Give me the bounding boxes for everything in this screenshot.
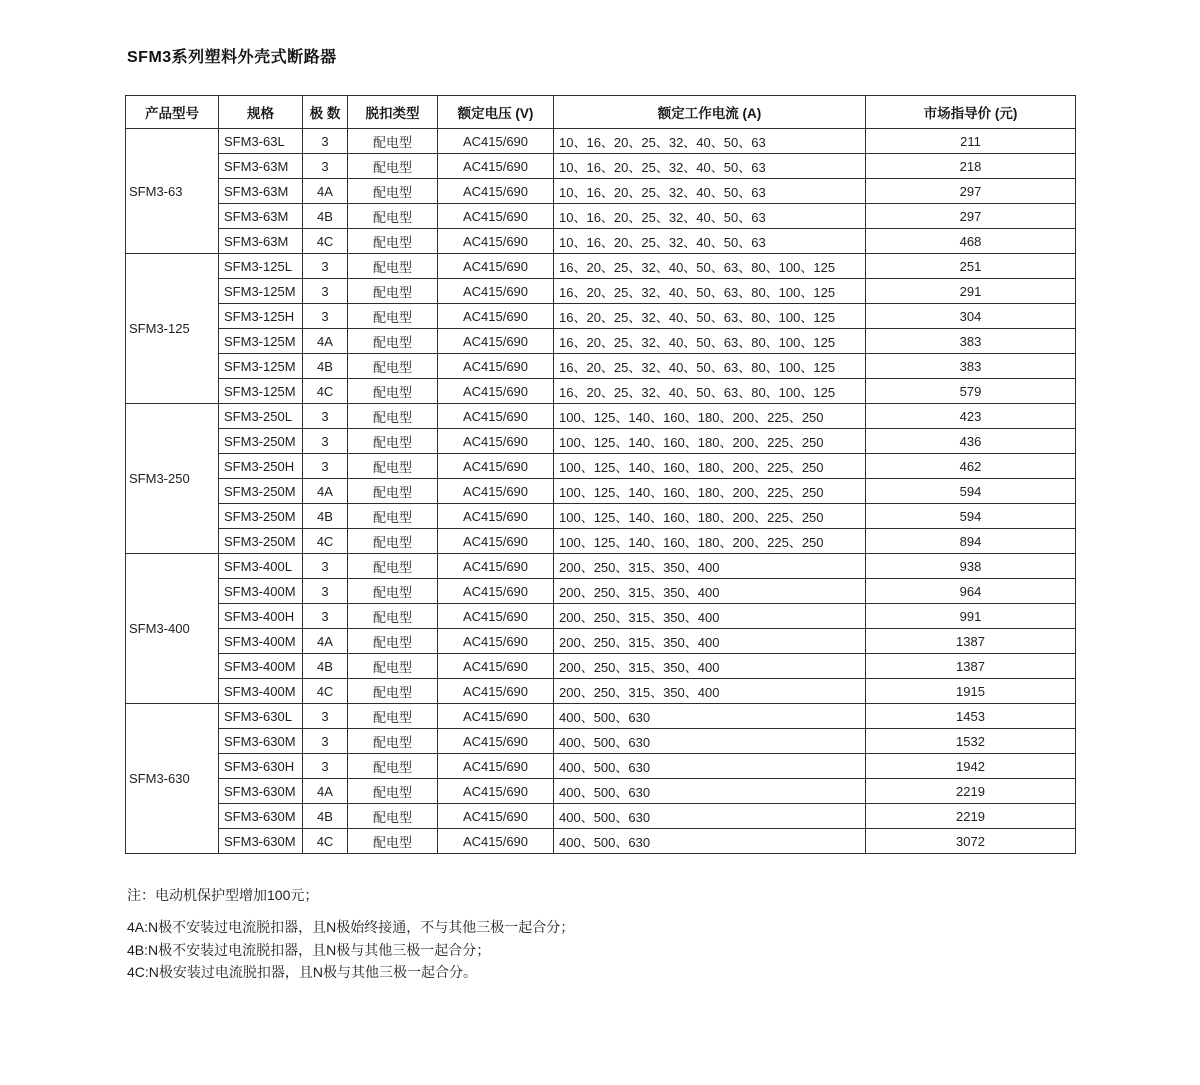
spec-cell: SFM3-250H <box>219 454 303 479</box>
voltage-cell: AC415/690 <box>438 204 554 229</box>
trip-cell: 配电型 <box>348 454 438 479</box>
trip-cell: 配电型 <box>348 704 438 729</box>
current-cell: 10、16、20、25、32、40、50、63 <box>554 229 866 254</box>
table-header-row <box>126 96 1076 129</box>
poles-cell: 3 <box>303 404 348 429</box>
poles-cell: 3 <box>303 579 348 604</box>
poles-cell: 3 <box>303 129 348 154</box>
spec-cell: SFM3-630M <box>219 779 303 804</box>
trip-cell: 配电型 <box>348 679 438 704</box>
current-cell: 100、125、140、160、180、200、225、250 <box>554 504 866 529</box>
spec-cell: SFM3-400H <box>219 604 303 629</box>
voltage-cell: AC415/690 <box>438 304 554 329</box>
trip-cell: 配电型 <box>348 829 438 854</box>
price-cell: 304 <box>866 304 1076 329</box>
spec-cell: SFM3-630H <box>219 754 303 779</box>
spec-cell: SFM3-250M <box>219 479 303 504</box>
table-row <box>126 829 1076 854</box>
voltage-cell: AC415/690 <box>438 129 554 154</box>
current-cell: 200、250、315、350、400 <box>554 654 866 679</box>
voltage-cell: AC415/690 <box>438 804 554 829</box>
trip-cell: 配电型 <box>348 554 438 579</box>
trip-cell: 配电型 <box>348 529 438 554</box>
table-row <box>126 154 1076 179</box>
current-cell: 400、500、630 <box>554 704 866 729</box>
voltage-cell: AC415/690 <box>438 254 554 279</box>
voltage-cell: AC415/690 <box>438 604 554 629</box>
price-cell: 991 <box>866 604 1076 629</box>
current-cell: 400、500、630 <box>554 729 866 754</box>
voltage-cell: AC415/690 <box>438 704 554 729</box>
trip-cell: 配电型 <box>348 329 438 354</box>
spec-cell: SFM3-630M <box>219 829 303 854</box>
spec-cell: SFM3-63M <box>219 204 303 229</box>
price-cell: 1532 <box>866 729 1076 754</box>
price-cell: 383 <box>866 329 1076 354</box>
table-row <box>126 604 1076 629</box>
table-row <box>126 404 1076 429</box>
poles-cell: 4C <box>303 379 348 404</box>
note-4c: 4C:N极安装过电流脱扣器，且N极与其他三极一起合分。 <box>127 964 478 980</box>
current-cell: 200、250、315、350、400 <box>554 554 866 579</box>
spec-cell: SFM3-250L <box>219 404 303 429</box>
voltage-cell: AC415/690 <box>438 554 554 579</box>
spec-cell: SFM3-400M <box>219 579 303 604</box>
voltage-cell: AC415/690 <box>438 579 554 604</box>
current-cell: 16、20、25、32、40、50、63、80、100、125 <box>554 379 866 404</box>
trip-cell: 配电型 <box>348 204 438 229</box>
table-row <box>126 279 1076 304</box>
table-row <box>126 479 1076 504</box>
poles-cell: 4B <box>303 504 348 529</box>
table-row <box>126 579 1076 604</box>
table-row <box>126 779 1076 804</box>
price-cell: 251 <box>866 254 1076 279</box>
spec-cell: SFM3-125L <box>219 254 303 279</box>
trip-cell: 配电型 <box>348 479 438 504</box>
spec-cell: SFM3-400M <box>219 629 303 654</box>
current-cell: 10、16、20、25、32、40、50、63 <box>554 204 866 229</box>
price-cell: 383 <box>866 354 1076 379</box>
price-cell: 894 <box>866 529 1076 554</box>
voltage-cell: AC415/690 <box>438 429 554 454</box>
trip-cell: 配电型 <box>348 179 438 204</box>
spec-cell: SFM3-400L <box>219 554 303 579</box>
price-cell: 594 <box>866 479 1076 504</box>
trip-cell: 配电型 <box>348 304 438 329</box>
trip-cell: 配电型 <box>348 379 438 404</box>
table-row <box>126 754 1076 779</box>
poles-cell: 3 <box>303 729 348 754</box>
voltage-cell: AC415/690 <box>438 404 554 429</box>
table-row <box>126 804 1076 829</box>
poles-cell: 4A <box>303 479 348 504</box>
table-row <box>126 554 1076 579</box>
current-cell: 100、125、140、160、180、200、225、250 <box>554 454 866 479</box>
price-cell: 436 <box>866 429 1076 454</box>
table-row <box>126 704 1076 729</box>
model-cell: SFM3-630 <box>126 704 219 854</box>
note-4a: 4A:N极不安装过电流脱扣器，且N极始终接通，不与其他三极一起合分； <box>127 919 575 935</box>
price-cell: 211 <box>866 129 1076 154</box>
current-cell: 200、250、315、350、400 <box>554 679 866 704</box>
column-header-spec: 规格 <box>219 96 303 129</box>
table-row <box>126 304 1076 329</box>
table-row <box>126 179 1076 204</box>
spec-cell: SFM3-125H <box>219 304 303 329</box>
poles-cell: 4B <box>303 204 348 229</box>
price-cell: 218 <box>866 154 1076 179</box>
current-cell: 200、250、315、350、400 <box>554 579 866 604</box>
voltage-cell: AC415/690 <box>438 379 554 404</box>
price-cell: 2219 <box>866 779 1076 804</box>
current-cell: 200、250、315、350、400 <box>554 629 866 654</box>
price-cell: 468 <box>866 229 1076 254</box>
price-cell: 1453 <box>866 704 1076 729</box>
column-header-model: 产品型号 <box>126 96 219 129</box>
table-row <box>126 504 1076 529</box>
current-cell: 16、20、25、32、40、50、63、80、100、125 <box>554 279 866 304</box>
trip-cell: 配电型 <box>348 629 438 654</box>
spec-cell: SFM3-400M <box>219 679 303 704</box>
table-row <box>126 629 1076 654</box>
price-cell: 1915 <box>866 679 1076 704</box>
price-cell: 594 <box>866 504 1076 529</box>
note-4b: 4B:N极不安装过电流脱扣器，且N极与其他三极一起合分； <box>127 941 491 958</box>
column-header-current: 额定工作电流 (A) <box>554 96 866 129</box>
table-row <box>126 329 1076 354</box>
column-header-voltage: 额定电压 (V) <box>438 96 554 129</box>
voltage-cell: AC415/690 <box>438 479 554 504</box>
poles-cell: 4C <box>303 229 348 254</box>
voltage-cell: AC415/690 <box>438 229 554 254</box>
spec-cell: SFM3-250M <box>219 429 303 454</box>
current-cell: 16、20、25、32、40、50、63、80、100、125 <box>554 304 866 329</box>
spec-cell: SFM3-630M <box>219 729 303 754</box>
poles-cell: 3 <box>303 154 348 179</box>
model-cell: SFM3-400 <box>126 554 219 704</box>
poles-cell: 4B <box>303 654 348 679</box>
poles-cell: 3 <box>303 604 348 629</box>
current-cell: 100、125、140、160、180、200、225、250 <box>554 429 866 454</box>
table-row <box>126 254 1076 279</box>
trip-cell: 配电型 <box>348 579 438 604</box>
poles-cell: 4B <box>303 354 348 379</box>
price-cell: 579 <box>866 379 1076 404</box>
current-cell: 200、250、315、350、400 <box>554 604 866 629</box>
voltage-cell: AC415/690 <box>438 754 554 779</box>
table-row <box>126 129 1076 154</box>
price-cell: 423 <box>866 404 1076 429</box>
table-row <box>126 454 1076 479</box>
current-cell: 400、500、630 <box>554 804 866 829</box>
trip-cell: 配电型 <box>348 779 438 804</box>
trip-cell: 配电型 <box>348 804 438 829</box>
voltage-cell: AC415/690 <box>438 679 554 704</box>
spec-cell: SFM3-630M <box>219 804 303 829</box>
spec-cell: SFM3-125M <box>219 329 303 354</box>
poles-cell: 4C <box>303 829 348 854</box>
trip-cell: 配电型 <box>348 154 438 179</box>
trip-cell: 配电型 <box>348 754 438 779</box>
voltage-cell: AC415/690 <box>438 629 554 654</box>
poles-cell: 3 <box>303 429 348 454</box>
current-cell: 10、16、20、25、32、40、50、63 <box>554 154 866 179</box>
voltage-cell: AC415/690 <box>438 154 554 179</box>
poles-cell: 3 <box>303 254 348 279</box>
column-header-price: 市场指导价 (元) <box>866 96 1076 129</box>
spec-cell: SFM3-63M <box>219 179 303 204</box>
price-cell: 297 <box>866 179 1076 204</box>
trip-cell: 配电型 <box>348 604 438 629</box>
page-title: SFM3系列塑料外壳式断路器 <box>127 49 337 66</box>
current-cell: 400、500、630 <box>554 829 866 854</box>
price-cell: 1387 <box>866 654 1076 679</box>
column-header-poles: 极 数 <box>303 96 348 129</box>
trip-cell: 配电型 <box>348 254 438 279</box>
poles-cell: 4C <box>303 679 348 704</box>
poles-cell: 4C <box>303 529 348 554</box>
current-cell: 100、125、140、160、180、200、225、250 <box>554 529 866 554</box>
current-cell: 16、20、25、32、40、50、63、80、100、125 <box>554 354 866 379</box>
spec-cell: SFM3-250M <box>219 529 303 554</box>
price-cell: 1942 <box>866 754 1076 779</box>
voltage-cell: AC415/690 <box>438 179 554 204</box>
poles-cell: 3 <box>303 304 348 329</box>
voltage-cell: AC415/690 <box>438 529 554 554</box>
table-row <box>126 654 1076 679</box>
trip-cell: 配电型 <box>348 429 438 454</box>
model-cell: SFM3-250 <box>126 404 219 554</box>
voltage-cell: AC415/690 <box>438 729 554 754</box>
current-cell: 400、500、630 <box>554 779 866 804</box>
table-row <box>126 679 1076 704</box>
voltage-cell: AC415/690 <box>438 779 554 804</box>
voltage-cell: AC415/690 <box>438 329 554 354</box>
poles-cell: 3 <box>303 754 348 779</box>
spec-cell: SFM3-125M <box>219 379 303 404</box>
poles-cell: 4A <box>303 179 348 204</box>
trip-cell: 配电型 <box>348 654 438 679</box>
price-cell: 462 <box>866 454 1076 479</box>
poles-cell: 3 <box>303 704 348 729</box>
table-row <box>126 354 1076 379</box>
price-cell: 1387 <box>866 629 1076 654</box>
voltage-cell: AC415/690 <box>438 504 554 529</box>
note-primary: 注：电动机保护型增加100元； <box>127 887 319 903</box>
voltage-cell: AC415/690 <box>438 654 554 679</box>
current-cell: 400、500、630 <box>554 754 866 779</box>
table-row <box>126 204 1076 229</box>
voltage-cell: AC415/690 <box>438 279 554 304</box>
spec-cell: SFM3-250M <box>219 504 303 529</box>
current-cell: 10、16、20、25、32、40、50、63 <box>554 179 866 204</box>
price-cell: 3072 <box>866 829 1076 854</box>
voltage-cell: AC415/690 <box>438 829 554 854</box>
current-cell: 10、16、20、25、32、40、50、63 <box>554 129 866 154</box>
spec-cell: SFM3-63M <box>219 229 303 254</box>
price-cell: 964 <box>866 579 1076 604</box>
table-row <box>126 229 1076 254</box>
price-cell: 291 <box>866 279 1076 304</box>
spec-cell: SFM3-125M <box>219 354 303 379</box>
note-block <box>127 916 1200 984</box>
trip-cell: 配电型 <box>348 729 438 754</box>
poles-cell: 3 <box>303 554 348 579</box>
trip-cell: 配电型 <box>348 129 438 154</box>
spec-cell: SFM3-63M <box>219 154 303 179</box>
product-spec-table <box>125 95 1076 854</box>
column-header-trip: 脱扣类型 <box>348 96 438 129</box>
current-cell: 100、125、140、160、180、200、225、250 <box>554 479 866 504</box>
voltage-cell: AC415/690 <box>438 454 554 479</box>
table-row <box>126 379 1076 404</box>
poles-cell: 4A <box>303 629 348 654</box>
current-cell: 16、20、25、32、40、50、63、80、100、125 <box>554 254 866 279</box>
trip-cell: 配电型 <box>348 229 438 254</box>
poles-cell: 3 <box>303 279 348 304</box>
trip-cell: 配电型 <box>348 279 438 304</box>
spec-cell: SFM3-630L <box>219 704 303 729</box>
table-row <box>126 729 1076 754</box>
poles-cell: 3 <box>303 454 348 479</box>
current-cell: 100、125、140、160、180、200、225、250 <box>554 404 866 429</box>
price-cell: 297 <box>866 204 1076 229</box>
trip-cell: 配电型 <box>348 404 438 429</box>
price-cell: 2219 <box>866 804 1076 829</box>
poles-cell: 4A <box>303 329 348 354</box>
spec-cell: SFM3-125M <box>219 279 303 304</box>
table-row <box>126 529 1076 554</box>
model-cell: SFM3-125 <box>126 254 219 404</box>
trip-cell: 配电型 <box>348 504 438 529</box>
poles-cell: 4A <box>303 779 348 804</box>
table-row <box>126 429 1076 454</box>
model-cell: SFM3-63 <box>126 129 219 254</box>
poles-cell: 4B <box>303 804 348 829</box>
current-cell: 16、20、25、32、40、50、63、80、100、125 <box>554 329 866 354</box>
spec-cell: SFM3-63L <box>219 129 303 154</box>
spec-cell: SFM3-400M <box>219 654 303 679</box>
trip-cell: 配电型 <box>348 354 438 379</box>
price-cell: 938 <box>866 554 1076 579</box>
voltage-cell: AC415/690 <box>438 354 554 379</box>
notes-section <box>127 885 1200 984</box>
